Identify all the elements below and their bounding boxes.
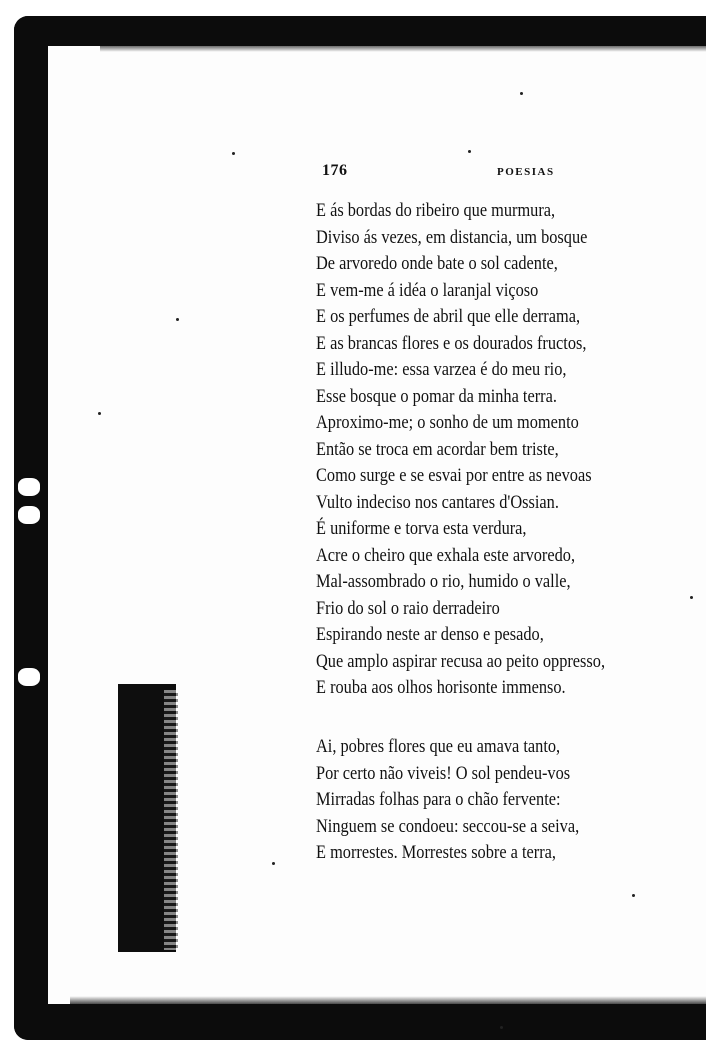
page-number: 176 bbox=[322, 162, 348, 179]
verse-line: E morrestes. Morrestes sobre a terra, bbox=[316, 842, 557, 863]
print-speck bbox=[632, 894, 635, 897]
print-speck bbox=[690, 596, 693, 599]
stanza-2 bbox=[316, 734, 622, 867]
verse-line: Por certo não viveis! O sol pendeu-vos bbox=[316, 762, 571, 784]
verse-line: Mal-assombrado o rio, humido o valle, bbox=[316, 571, 571, 592]
print-speck bbox=[272, 862, 275, 865]
verse-line: Esse bosque o pomar da minha terra. bbox=[316, 385, 557, 407]
verse-line: Vulto indeciso nos cantares d'Ossian. bbox=[316, 491, 559, 513]
verse-line: É uniforme e torva esta verdura, bbox=[316, 518, 527, 539]
verse-line: Como surge e se esvai por entre as nevoas bbox=[316, 465, 592, 486]
border-nick bbox=[18, 668, 40, 686]
page-bottom-shadow bbox=[70, 996, 706, 1004]
scan-border-left bbox=[14, 16, 48, 1040]
print-speck bbox=[468, 150, 471, 153]
verse-line: E as brancas flores e os dourados fructos, bbox=[316, 332, 587, 354]
verse-line: E illudo-me: essa varzea é do meu rio, bbox=[316, 359, 567, 380]
stanza-1 bbox=[316, 198, 652, 702]
page-top-shadow bbox=[100, 46, 706, 52]
verse-line: Espirando neste ar denso e pesado, bbox=[316, 624, 544, 645]
verse-line: Então se troca em acordar bem triste, bbox=[316, 438, 559, 460]
border-nick bbox=[18, 478, 40, 496]
verse-line: Frio do sol o raio derradeiro bbox=[316, 597, 500, 619]
verse-line: Ai, pobres flores que eu amava tanto, bbox=[316, 736, 561, 757]
verse-line: Diviso ás vezes, em distancia, um bosque bbox=[316, 226, 588, 248]
print-speck bbox=[520, 92, 523, 95]
verse-line: E ás bordas do ribeiro que murmura, bbox=[316, 200, 556, 221]
verse-line: E vem-me á idéa o laranjal viçoso bbox=[316, 279, 539, 301]
verse-line: De arvoredo onde bate o sol cadente, bbox=[316, 253, 558, 274]
print-speck bbox=[500, 1026, 503, 1029]
verse-line: Aproximo-me; o sonho de um momento bbox=[316, 412, 579, 433]
scan-border-top bbox=[14, 16, 706, 46]
binding-gutter-edge bbox=[164, 690, 178, 950]
scan-border-bottom bbox=[14, 1004, 706, 1040]
verse-line: Mirradas folhas para o chão fervente: bbox=[316, 789, 561, 810]
verse-line: E rouba aos olhos horisonte immenso. bbox=[316, 677, 566, 698]
verse-line: Ninguem se condoeu: seccou-se a seiva, bbox=[316, 815, 580, 837]
running-head: POESIAS bbox=[497, 166, 555, 178]
print-speck bbox=[232, 152, 235, 155]
verse-line: Que amplo aspirar recusa ao peito oppresso, bbox=[316, 650, 606, 672]
border-nick bbox=[18, 506, 40, 524]
verse-line: E os perfumes de abril que elle derrama, bbox=[316, 306, 581, 327]
print-speck bbox=[176, 318, 179, 321]
page-header bbox=[322, 162, 572, 182]
print-speck bbox=[98, 412, 101, 415]
verse-line: Acre o cheiro que exhala este arvoredo, bbox=[316, 544, 576, 566]
